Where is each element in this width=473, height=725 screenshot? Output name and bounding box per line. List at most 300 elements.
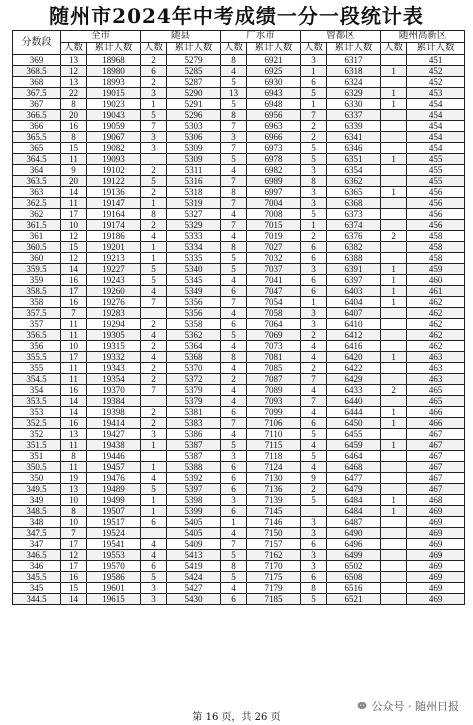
cell-citywide-count: 10 — [61, 495, 87, 506]
cell-guangshui-count: 4 — [221, 583, 247, 594]
cell-citywide-cumulative: 19213 — [87, 253, 141, 264]
table-row — [13, 352, 465, 363]
cell-zengdu-count: 3 — [301, 550, 327, 561]
cell-zengdu-count: 3 — [301, 517, 327, 528]
cell-suixian-count: 2 — [141, 187, 167, 198]
cell-score: 367.5 — [13, 88, 61, 99]
watermark — [353, 697, 464, 715]
cell-suixian-count: 6 — [141, 561, 167, 572]
cell-zengdu-cumulative: 6362 — [327, 176, 381, 187]
cell-suixian-count: 1 — [141, 506, 167, 517]
cell-hightech-cumulative: 451 — [407, 55, 465, 66]
cell-hightech-cumulative: 469 — [407, 528, 465, 539]
cell-zengdu-cumulative: 6382 — [327, 242, 381, 253]
cell-hightech-count: 1 — [381, 407, 407, 418]
cell-suixian-count: 8 — [141, 209, 167, 220]
cell-suixian-cumulative: 5379 — [167, 396, 221, 407]
cell-suixian-cumulative: 5381 — [167, 407, 221, 418]
cell-citywide-cumulative: 19438 — [87, 440, 141, 451]
cell-guangshui-count: 4 — [221, 231, 247, 242]
cell-suixian-count: 1 — [141, 198, 167, 209]
cell-suixian-cumulative: 5306 — [167, 132, 221, 143]
cell-citywide-count: 8 — [61, 506, 87, 517]
cell-citywide-cumulative: 19174 — [87, 220, 141, 231]
table-row — [13, 110, 465, 121]
cell-zengdu-cumulative: 6365 — [327, 187, 381, 198]
cell-score: 360.5 — [13, 242, 61, 253]
cell-guangshui-cumulative: 7081 — [247, 352, 301, 363]
cell-suixian-cumulative: 5379 — [167, 385, 221, 396]
cell-suixian-cumulative: 5392 — [167, 473, 221, 484]
cell-citywide-cumulative: 19476 — [87, 473, 141, 484]
cell-hightech-count: 1 — [381, 88, 407, 99]
cell-hightech-count: 1 — [381, 187, 407, 198]
cell-hightech-cumulative: 461 — [407, 286, 465, 297]
cell-hightech-count: 1 — [381, 495, 407, 506]
cell-hightech-count: 1 — [381, 154, 407, 165]
table-row — [13, 253, 465, 264]
cell-zengdu-cumulative: 6410 — [327, 319, 381, 330]
cell-hightech-cumulative: 462 — [407, 308, 465, 319]
cell-guangshui-cumulative: 7008 — [247, 209, 301, 220]
cell-guangshui-count: 4 — [221, 275, 247, 286]
cell-suixian-count: 1 — [141, 253, 167, 264]
cell-zengdu-cumulative: 6459 — [327, 440, 381, 451]
cell-suixian-cumulative: 5311 — [167, 165, 221, 176]
cell-suixian-cumulative: 5303 — [167, 121, 221, 132]
cell-suixian-cumulative: 5419 — [167, 561, 221, 572]
cell-guangshui-count: 5 — [221, 330, 247, 341]
cell-guangshui-cumulative: 7041 — [247, 275, 301, 286]
cell-guangshui-cumulative: 7175 — [247, 572, 301, 583]
cell-citywide-cumulative: 19023 — [87, 99, 141, 110]
cell-hightech-count — [381, 429, 407, 440]
cell-zengdu-count: 7 — [301, 374, 327, 385]
cell-citywide-count: 16 — [61, 297, 87, 308]
cell-score: 354 — [13, 385, 61, 396]
cell-citywide-cumulative: 19398 — [87, 407, 141, 418]
table-row — [13, 132, 465, 143]
cell-score: 365.5 — [13, 132, 61, 143]
cell-hightech-count — [381, 583, 407, 594]
cell-zengdu-count: 6 — [301, 77, 327, 88]
cell-guangshui-cumulative: 7170 — [247, 561, 301, 572]
cell-guangshui-count: 8 — [221, 242, 247, 253]
cell-zengdu-cumulative: 6407 — [327, 308, 381, 319]
cell-guangshui-cumulative: 7004 — [247, 198, 301, 209]
cell-guangshui-count: 4 — [221, 308, 247, 319]
cell-citywide-cumulative: 19305 — [87, 330, 141, 341]
cell-zengdu-count: 3 — [301, 165, 327, 176]
cell-hightech-count — [381, 308, 407, 319]
cell-zengdu-count: 4 — [301, 407, 327, 418]
cell-hightech-cumulative: 468 — [407, 495, 465, 506]
cell-hightech-cumulative: 453 — [407, 88, 465, 99]
cell-suixian-count: 7 — [141, 121, 167, 132]
table-row — [13, 407, 465, 418]
cell-zengdu-count: 2 — [301, 484, 327, 495]
cell-citywide-count: 8 — [61, 451, 87, 462]
count-header: 人数 — [141, 43, 167, 55]
cell-zengdu-cumulative: 6329 — [327, 88, 381, 99]
cell-hightech-count — [381, 396, 407, 407]
cell-citywide-cumulative: 19384 — [87, 396, 141, 407]
cell-score: 347 — [13, 539, 61, 550]
cell-citywide-count: 7 — [61, 308, 87, 319]
cell-suixian-cumulative: 5316 — [167, 176, 221, 187]
cell-citywide-count: 13 — [61, 55, 87, 66]
cell-suixian-count: 1 — [141, 462, 167, 473]
cell-guangshui-cumulative: 6921 — [247, 55, 301, 66]
cell-citywide-count: 11 — [61, 198, 87, 209]
cell-suixian-count: 2 — [141, 418, 167, 429]
cell-suixian-count: 4 — [141, 330, 167, 341]
cell-hightech-count — [381, 462, 407, 473]
cell-zengdu-count: 1 — [301, 66, 327, 77]
cell-guangshui-cumulative: 6997 — [247, 187, 301, 198]
cell-hightech-count — [381, 220, 407, 231]
cell-hightech-cumulative: 462 — [407, 319, 465, 330]
cell-suixian-cumulative: 5356 — [167, 297, 221, 308]
table-row — [13, 396, 465, 407]
cell-guangshui-count: 5 — [221, 154, 247, 165]
cell-guangshui-cumulative: 6956 — [247, 110, 301, 121]
cell-citywide-count: 11 — [61, 462, 87, 473]
cell-suixian-cumulative: 5387 — [167, 440, 221, 451]
cell-citywide-count: 16 — [61, 121, 87, 132]
cell-suixian-cumulative: 5333 — [167, 231, 221, 242]
cell-guangshui-cumulative: 7073 — [247, 341, 301, 352]
cell-citywide-count: 15 — [61, 143, 87, 154]
cell-suixian-count — [141, 396, 167, 407]
cell-zengdu-cumulative: 6420 — [327, 352, 381, 363]
cell-zengdu-cumulative: 6376 — [327, 231, 381, 242]
cell-score: 363.5 — [13, 176, 61, 187]
cell-zengdu-cumulative: 6499 — [327, 550, 381, 561]
cell-guangshui-cumulative: 7130 — [247, 473, 301, 484]
cell-guangshui-count: 7 — [221, 198, 247, 209]
cell-guangshui-count: 8 — [221, 55, 247, 66]
cell-score: 349 — [13, 495, 61, 506]
cell-guangshui-count: 7 — [221, 176, 247, 187]
table-row — [13, 462, 465, 473]
cell-score: 357 — [13, 319, 61, 330]
cell-hightech-cumulative: 459 — [407, 264, 465, 275]
cell-zengdu-count: 2 — [301, 132, 327, 143]
cell-suixian-cumulative: 5334 — [167, 242, 221, 253]
cell-guangshui-count: 2 — [221, 374, 247, 385]
cell-hightech-count — [381, 198, 407, 209]
cell-hightech-cumulative: 455 — [407, 176, 465, 187]
cell-guangshui-cumulative: 6930 — [247, 77, 301, 88]
score-table-body — [13, 55, 465, 605]
cell-citywide-count: 11 — [61, 374, 87, 385]
cell-zengdu-cumulative: 6502 — [327, 561, 381, 572]
cell-hightech-cumulative: 454 — [407, 121, 465, 132]
cell-score: 345 — [13, 583, 61, 594]
cell-hightech-count — [381, 363, 407, 374]
cell-hightech-cumulative: 462 — [407, 341, 465, 352]
cell-score: 365 — [13, 143, 61, 154]
cell-citywide-count: 19 — [61, 473, 87, 484]
cell-citywide-count: 14 — [61, 187, 87, 198]
table-row — [13, 341, 465, 352]
cell-zengdu-cumulative: 6468 — [327, 462, 381, 473]
cell-zengdu-count: 5 — [301, 451, 327, 462]
table-row — [13, 319, 465, 330]
cell-hightech-count: 1 — [381, 264, 407, 275]
cell-citywide-cumulative: 19570 — [87, 561, 141, 572]
count-header: 人数 — [301, 43, 327, 55]
table-row — [13, 495, 465, 506]
cell-suixian-cumulative: 5398 — [167, 495, 221, 506]
cell-guangshui-count: 3 — [221, 451, 247, 462]
cell-suixian-cumulative: 5430 — [167, 594, 221, 605]
table-row — [13, 594, 465, 605]
cell-suixian-cumulative: 5340 — [167, 264, 221, 275]
cell-hightech-count — [381, 561, 407, 572]
cell-citywide-cumulative: 19243 — [87, 275, 141, 286]
table-row — [13, 363, 465, 374]
cell-guangshui-count: 6 — [221, 286, 247, 297]
cell-hightech-count: 1 — [381, 286, 407, 297]
cell-zengdu-cumulative: 6318 — [327, 66, 381, 77]
cell-zengdu-cumulative: 6450 — [327, 418, 381, 429]
cell-citywide-count: 17 — [61, 561, 87, 572]
cell-score: 358.5 — [13, 286, 61, 297]
cell-guangshui-cumulative: 7179 — [247, 583, 301, 594]
cell-suixian-cumulative: 5399 — [167, 506, 221, 517]
cell-hightech-count — [381, 319, 407, 330]
cell-guangshui-cumulative: 7015 — [247, 220, 301, 231]
cell-guangshui-count: 7 — [221, 143, 247, 154]
cell-zengdu-count: 3 — [301, 198, 327, 209]
cell-zengdu-cumulative: 6433 — [327, 385, 381, 396]
count-header: 人数 — [381, 43, 407, 55]
cell-suixian-count: 6 — [141, 517, 167, 528]
cell-score: 349.5 — [13, 484, 61, 495]
cell-suixian-cumulative: 5291 — [167, 99, 221, 110]
cell-zengdu-count: 7 — [301, 110, 327, 121]
cell-guangshui-cumulative: 7027 — [247, 242, 301, 253]
cell-suixian-cumulative: 5362 — [167, 330, 221, 341]
cell-suixian-count: 3 — [141, 143, 167, 154]
cell-citywide-count: 8 — [61, 99, 87, 110]
cell-zengdu-count: 1 — [301, 99, 327, 110]
cell-guangshui-count: 8 — [221, 561, 247, 572]
cell-suixian-cumulative: 5364 — [167, 341, 221, 352]
cell-citywide-count: 16 — [61, 572, 87, 583]
cell-zengdu-count — [301, 506, 327, 517]
cell-zengdu-count: 3 — [301, 528, 327, 539]
region-header-citywide: 全市 — [61, 31, 141, 43]
cell-guangshui-count: 7 — [221, 297, 247, 308]
cell-hightech-cumulative: 463 — [407, 363, 465, 374]
cell-hightech-cumulative: 452 — [407, 77, 465, 88]
cell-score: 368 — [13, 77, 61, 88]
cell-guangshui-cumulative: 7106 — [247, 418, 301, 429]
cell-guangshui-cumulative: 7118 — [247, 451, 301, 462]
cell-hightech-cumulative: 458 — [407, 231, 465, 242]
cell-hightech-count — [381, 517, 407, 528]
cell-zengdu-cumulative: 6397 — [327, 275, 381, 286]
cumulative-header: 累计人数 — [407, 43, 465, 55]
cell-suixian-cumulative: 5356 — [167, 308, 221, 319]
cell-suixian-count: 2 — [141, 374, 167, 385]
cell-zengdu-count: 1 — [301, 297, 327, 308]
table-row — [13, 517, 465, 528]
cell-score: 362 — [13, 209, 61, 220]
table-row — [13, 418, 465, 429]
cell-zengdu-cumulative: 6429 — [327, 374, 381, 385]
cell-suixian-count: 3 — [141, 88, 167, 99]
cell-guangshui-cumulative: 7087 — [247, 374, 301, 385]
cell-zengdu-cumulative: 6484 — [327, 495, 381, 506]
cell-score: 348.5 — [13, 506, 61, 517]
cell-citywide-cumulative: 19414 — [87, 418, 141, 429]
cell-guangshui-count: 6 — [221, 319, 247, 330]
cell-suixian-cumulative: 5409 — [167, 539, 221, 550]
cell-zengdu-count: 1 — [301, 220, 327, 231]
cell-suixian-count: 2 — [141, 407, 167, 418]
table-row — [13, 308, 465, 319]
cell-zengdu-cumulative: 6412 — [327, 330, 381, 341]
region-header-hightech: 随州高新区 — [381, 31, 465, 43]
table-row — [13, 264, 465, 275]
cell-citywide-cumulative: 19186 — [87, 231, 141, 242]
cell-hightech-cumulative: 455 — [407, 165, 465, 176]
cell-citywide-cumulative: 18968 — [87, 55, 141, 66]
table-row — [13, 143, 465, 154]
cell-citywide-count: 12 — [61, 231, 87, 242]
cell-guangshui-count: 4 — [221, 341, 247, 352]
cell-score: 366.5 — [13, 110, 61, 121]
cell-guangshui-cumulative: 6982 — [247, 165, 301, 176]
cell-zengdu-cumulative: 6484 — [327, 506, 381, 517]
table-row — [13, 506, 465, 517]
cell-suixian-cumulative: 5345 — [167, 275, 221, 286]
cell-hightech-count: 1 — [381, 440, 407, 451]
cell-hightech-cumulative: 469 — [407, 594, 465, 605]
cell-suixian-count: 2 — [141, 319, 167, 330]
cell-hightech-cumulative: 467 — [407, 473, 465, 484]
cell-hightech-cumulative: 456 — [407, 187, 465, 198]
cell-score: 363 — [13, 187, 61, 198]
cell-hightech-cumulative: 463 — [407, 352, 465, 363]
cell-suixian-count: 3 — [141, 429, 167, 440]
cell-zengdu-cumulative: 6404 — [327, 297, 381, 308]
cell-guangshui-count: 7 — [221, 539, 247, 550]
cell-guangshui-count: 4 — [221, 209, 247, 220]
cell-hightech-count — [381, 55, 407, 66]
cell-zengdu-count: 4 — [301, 385, 327, 396]
cell-citywide-count: 13 — [61, 484, 87, 495]
cell-score: 356 — [13, 341, 61, 352]
table-row — [13, 297, 465, 308]
cell-suixian-count: 2 — [141, 165, 167, 176]
table-row — [13, 572, 465, 583]
cell-citywide-count: 17 — [61, 286, 87, 297]
cell-suixian-count — [141, 451, 167, 462]
region-header-suixian: 随县 — [141, 31, 221, 43]
cell-hightech-cumulative: 454 — [407, 132, 465, 143]
cell-guangshui-count: 6 — [221, 484, 247, 495]
cell-zengdu-cumulative: 6490 — [327, 528, 381, 539]
cell-guangshui-count: 8 — [221, 110, 247, 121]
cell-score: 360 — [13, 253, 61, 264]
cell-zengdu-cumulative: 6479 — [327, 484, 381, 495]
cell-hightech-cumulative: 467 — [407, 484, 465, 495]
cell-suixian-count — [141, 154, 167, 165]
cell-zengdu-count: 8 — [301, 583, 327, 594]
cell-guangshui-count: 4 — [221, 66, 247, 77]
cell-citywide-cumulative: 19553 — [87, 550, 141, 561]
cell-hightech-cumulative: 460 — [407, 275, 465, 286]
cell-zengdu-count: 5 — [301, 429, 327, 440]
cell-score: 346 — [13, 561, 61, 572]
table-row — [13, 539, 465, 550]
cell-hightech-cumulative: 454 — [407, 110, 465, 121]
cell-suixian-count: 3 — [141, 132, 167, 143]
cell-citywide-cumulative: 19370 — [87, 385, 141, 396]
cell-citywide-cumulative: 19294 — [87, 319, 141, 330]
cell-hightech-cumulative: 469 — [407, 561, 465, 572]
cell-citywide-count: 14 — [61, 264, 87, 275]
cell-hightech-cumulative: 469 — [407, 517, 465, 528]
cell-suixian-count: 2 — [141, 341, 167, 352]
cell-guangshui-count: 4 — [221, 385, 247, 396]
table-row — [13, 99, 465, 110]
cell-zengdu-cumulative: 6346 — [327, 143, 381, 154]
cumulative-header: 累计人数 — [247, 43, 301, 55]
cell-suixian-cumulative: 5358 — [167, 319, 221, 330]
cell-suixian-count: 1 — [141, 242, 167, 253]
cell-citywide-cumulative: 19283 — [87, 308, 141, 319]
cell-score: 359.5 — [13, 264, 61, 275]
cell-score: 357.5 — [13, 308, 61, 319]
table-row — [13, 165, 465, 176]
cell-zengdu-count: 5 — [301, 154, 327, 165]
cell-hightech-count — [381, 121, 407, 132]
cell-hightech-count: 1 — [381, 275, 407, 286]
table-row — [13, 451, 465, 462]
cell-zengdu-cumulative: 6330 — [327, 99, 381, 110]
cell-zengdu-cumulative: 6416 — [327, 341, 381, 352]
cell-citywide-cumulative: 19446 — [87, 451, 141, 462]
cell-suixian-cumulative: 5397 — [167, 484, 221, 495]
cell-citywide-count: 20 — [61, 176, 87, 187]
table-row — [13, 330, 465, 341]
cell-citywide-cumulative: 19067 — [87, 132, 141, 143]
region-header-guangshui: 广水市 — [221, 31, 301, 43]
cell-suixian-cumulative: 5349 — [167, 286, 221, 297]
cell-score: 346.5 — [13, 550, 61, 561]
cell-hightech-count — [381, 143, 407, 154]
cell-zengdu-cumulative: 6455 — [327, 429, 381, 440]
table-row — [13, 484, 465, 495]
cell-guangshui-count: 7 — [221, 121, 247, 132]
table-row — [13, 209, 465, 220]
cell-score: 352.5 — [13, 418, 61, 429]
cell-citywide-cumulative: 19524 — [87, 528, 141, 539]
cell-hightech-count — [381, 594, 407, 605]
table-row — [13, 220, 465, 231]
cell-guangshui-count: 5 — [221, 440, 247, 451]
table-row — [13, 374, 465, 385]
cell-zengdu-cumulative: 6317 — [327, 55, 381, 66]
cell-guangshui-cumulative: 7085 — [247, 363, 301, 374]
table-row — [13, 440, 465, 451]
